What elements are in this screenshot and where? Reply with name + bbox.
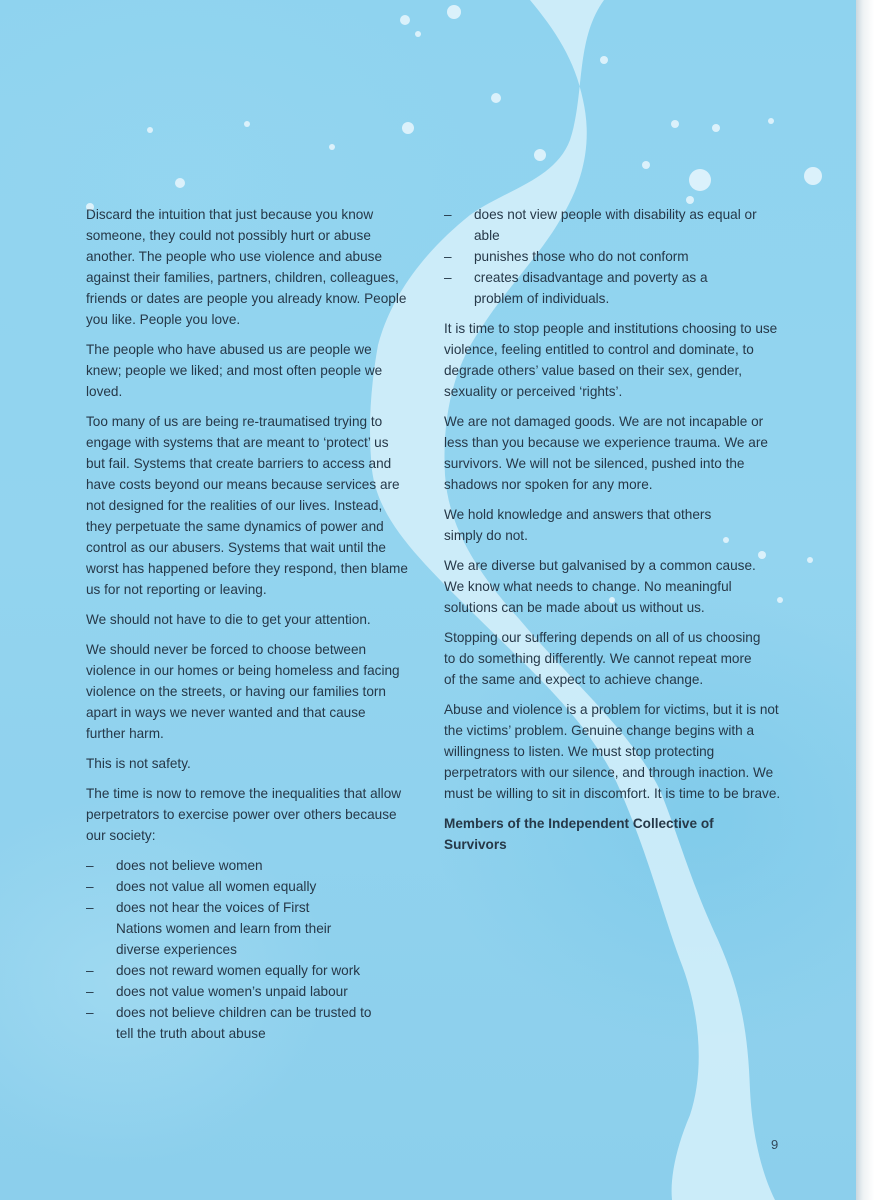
paragraph: This is not safety.	[86, 756, 191, 771]
speckle	[147, 127, 153, 133]
list-item-text: does not view people with disability as equal or able	[474, 207, 757, 243]
list-item-text: does not believe women	[116, 858, 263, 873]
list-item	[86, 897, 391, 960]
left-column	[86, 204, 408, 1053]
page-number: 9	[771, 1137, 779, 1152]
speckle	[712, 124, 720, 132]
dash-bullet: –	[86, 900, 94, 915]
speckle	[686, 196, 694, 204]
speckle	[400, 15, 410, 25]
paragraph: We are not damaged goods. We are not incapable or less than you because we experience trauma. We are survivors. We will not be silenced, pushed into the shadows nor spoken for any more.	[444, 414, 768, 492]
list-item-text: creates disadvantage and poverty as a problem of individuals.	[474, 270, 708, 306]
paragraph: The time is now to remove the inequalities that allow perpetrators to exercise power over others because our society:	[86, 786, 402, 843]
right-column	[444, 204, 782, 864]
dash-bullet: –	[86, 963, 94, 978]
speckle	[175, 178, 185, 188]
paragraph: We should not have to die to get your attention.	[86, 612, 371, 627]
dash-bullet: –	[444, 249, 452, 264]
speckle	[329, 144, 335, 150]
paragraph: We hold knowledge and answers that others simply do not.	[444, 507, 712, 543]
speckle	[600, 56, 608, 64]
speckle	[642, 161, 650, 169]
paragraph: The people who have abused us are people we knew; people we liked; and most often people we loved.	[86, 342, 383, 399]
paragraph: Abuse and violence is a problem for victims, but it is not the victims’ problem. Genuine change begins with a willingness to listen. We must stop protecting perpetrators with our silence, and through inaction. We must be willing to sit in discomfort. It is time to be brave.	[444, 702, 781, 801]
page-edge	[856, 0, 874, 1200]
inequalities-list	[86, 855, 391, 1044]
dash-bullet: –	[86, 984, 94, 999]
list-item-text: does not reward women equally for work	[116, 963, 361, 978]
speckle	[491, 93, 501, 103]
speckle	[807, 557, 813, 563]
paragraph: It is time to stop people and institutions choosing to use violence, feeling entitled to control and dominate, to degrade others’ value based on their sex, gender, sexuality or perceived ‘rights’.	[444, 321, 778, 399]
list-item	[444, 267, 779, 309]
speckle	[402, 122, 414, 134]
speckle	[671, 120, 679, 128]
dash-bullet: –	[444, 207, 452, 222]
list-item	[86, 1002, 391, 1044]
list-item	[444, 204, 779, 246]
list-item-text: does not value all women equally	[116, 879, 317, 894]
list-item-text: does not hear the voices of First Nations women and learn from their diverse experiences	[116, 900, 332, 957]
list-item	[86, 981, 391, 1002]
paragraph: Discard the intuition that just because you know someone, they could not possibly hurt or abuse another. The people who use violence and abuse against their families, partners, children, colleagues, friends or dates are people you already know. People you like. People you love.	[86, 207, 407, 327]
list-item-text: does not value women’s unpaid labour	[116, 984, 348, 999]
dash-bullet: –	[86, 858, 94, 873]
paragraph: Too many of us are being re-traumatised trying to engage with systems that are meant to ‘protect’ us but fail. Systems that create barriers to access and have costs beyond our means because services are not designed for the realities of our lives. Instead, they perpetuate the same dynamics of power and control as our abusers. Systems that wait until the worst has happened before they respond, then blame us for not reporting or leaving.	[86, 414, 408, 597]
list-item-text: does not believe children can be trusted to tell the truth about abuse	[116, 1005, 372, 1041]
paragraph: Stopping our suffering depends on all of us choosing to do something differently. We cannot repeat more of the same and expect to achieve change.	[444, 630, 761, 687]
speckle	[689, 169, 711, 191]
list-item-text: punishes those who do not conform	[474, 249, 689, 264]
dash-bullet: –	[444, 270, 452, 285]
list-item	[86, 876, 391, 897]
paragraph: We are diverse but galvanised by a common cause. We know what needs to change. No meaningful solutions can be made about us without us.	[444, 558, 756, 615]
list-item	[86, 855, 391, 876]
inequalities-list-continued	[444, 204, 779, 309]
signature: Members of the Independent Collective of Survivors	[444, 816, 714, 852]
paragraph: We should never be forced to choose between violence in our homes or being homeless and facing violence on the streets, or having our families torn apart in ways we never wanted and that cause further harm.	[86, 642, 400, 741]
dash-bullet: –	[86, 879, 94, 894]
dash-bullet: –	[86, 1005, 94, 1020]
list-item	[444, 246, 779, 267]
list-item	[86, 960, 391, 981]
speckle	[534, 149, 546, 161]
speckle	[768, 118, 774, 124]
speckle	[415, 31, 421, 37]
speckle	[804, 167, 822, 185]
speckle	[244, 121, 250, 127]
speckle	[447, 5, 461, 19]
